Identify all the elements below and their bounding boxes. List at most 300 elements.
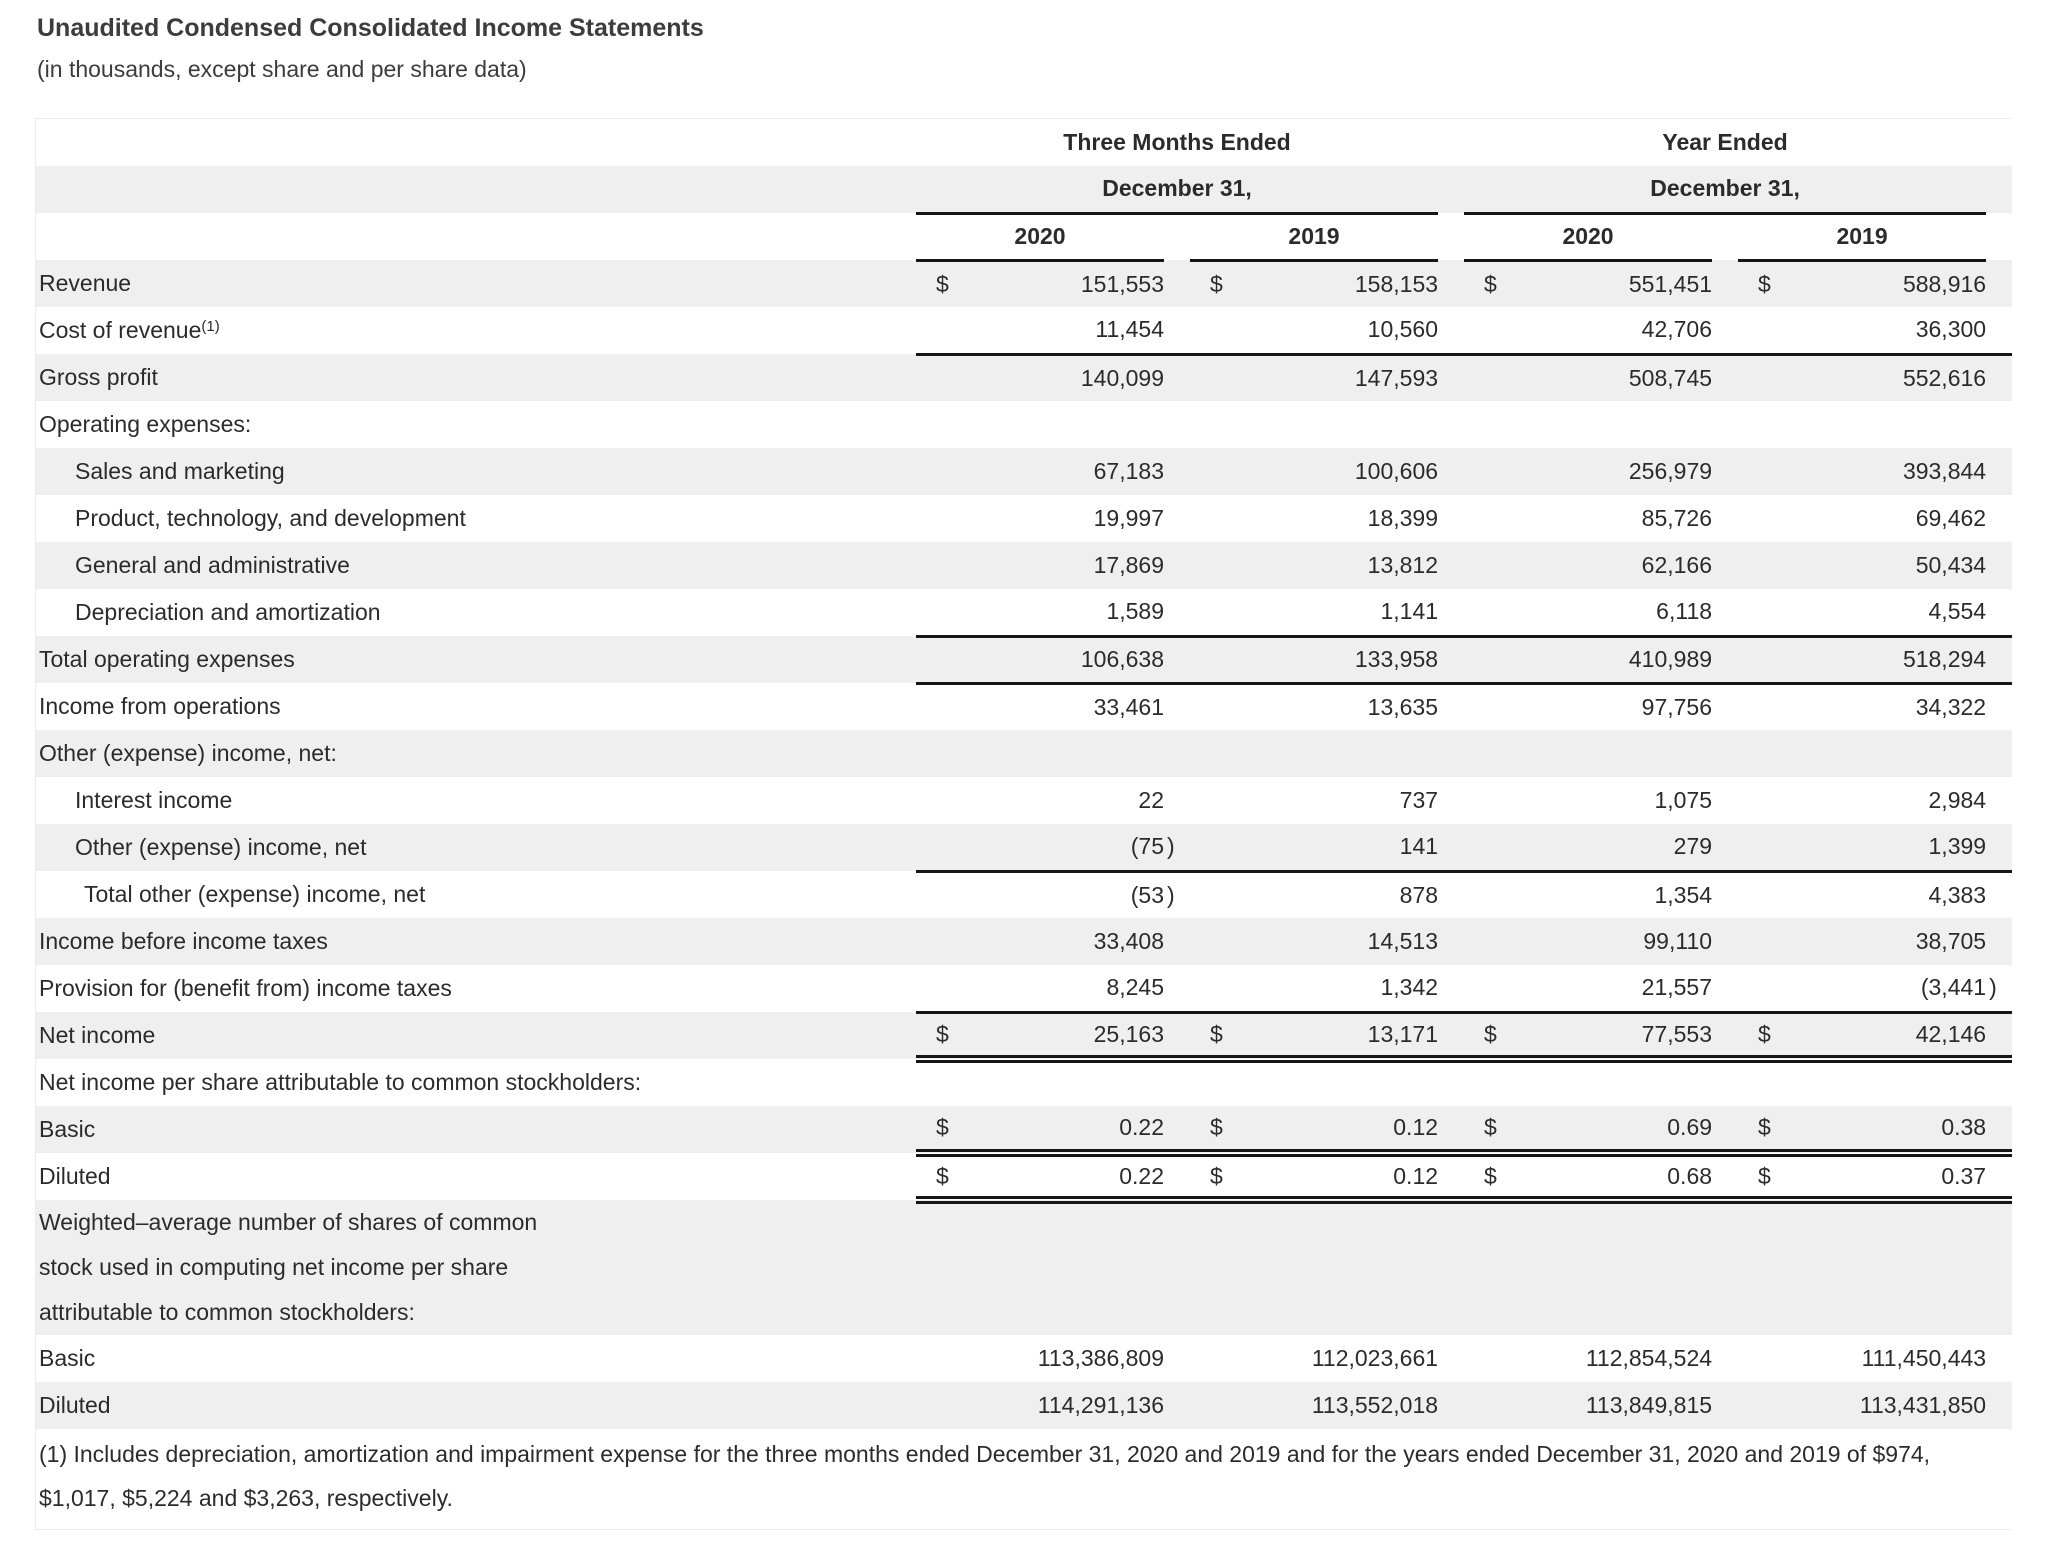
value-cell: 508,745 — [1628, 364, 1713, 391]
currency-cell — [1190, 307, 1242, 354]
income-statement-table — [35, 118, 2011, 1530]
value-cell: 1,075 — [1654, 787, 1713, 813]
value-cell: 279 — [1516, 824, 1712, 871]
empty-cells — [916, 1200, 2012, 1335]
value-cell: 0.69 — [1516, 1106, 1712, 1153]
paren-close-cell — [1164, 918, 1190, 965]
currency-cell — [1464, 354, 1516, 401]
currency-cell — [1464, 307, 1516, 354]
paren-close-cell — [1438, 1382, 1464, 1429]
paren-close-cell — [1712, 1335, 1738, 1382]
paren-close-cell: ) — [1164, 824, 1190, 871]
paren-close-cell — [1986, 1382, 2012, 1429]
table-row — [36, 1106, 2012, 1153]
paren-close-cell — [1986, 918, 2012, 965]
paren-close-cell — [1164, 589, 1190, 636]
currency-cell: $ — [1464, 1153, 1516, 1200]
paren-close-cell — [1986, 354, 2012, 401]
paren-close-cell — [1986, 589, 2012, 636]
value-cell: 6,118 — [1516, 589, 1712, 636]
paren-close-cell — [1164, 1335, 1190, 1382]
paren-close-cell — [1438, 1012, 1464, 1059]
currency-cell: $ — [1190, 1012, 1242, 1059]
value-cell: (53 — [1130, 881, 1164, 908]
date-header: December 31, — [916, 166, 1438, 213]
paren-close-cell — [1164, 260, 1190, 307]
currency-cell — [1464, 1382, 1516, 1429]
header-spacer — [36, 166, 916, 213]
row-label: Cost of revenue$^{(1)}$ — [39, 317, 220, 343]
paren-close-cell — [1986, 1012, 2012, 1059]
table-row — [36, 542, 2012, 589]
table-row — [36, 260, 2012, 307]
paren-close-cell — [1712, 307, 1738, 354]
value-cell: 36,300 — [1790, 307, 1986, 354]
table-row — [36, 1059, 2012, 1106]
paren-close-cell — [1438, 871, 1464, 918]
paren-close-cell: ) — [1986, 965, 2012, 1012]
paren-close-cell — [1712, 871, 1738, 918]
value-cell: 113,431,850 — [1859, 1392, 1987, 1418]
currency-cell — [1464, 683, 1516, 730]
currency-cell — [1738, 354, 1790, 401]
value-cell: 140,099 — [1080, 364, 1164, 391]
currency-cell: $ — [916, 1153, 968, 1200]
value-cell: 25,163 — [968, 1012, 1164, 1059]
value-cell: 77,553 — [1516, 1012, 1712, 1059]
currency-cell — [1190, 1382, 1242, 1429]
value-cell: 2,984 — [1928, 787, 1987, 813]
paren-close-cell — [1164, 777, 1190, 824]
table-row — [36, 683, 2012, 730]
value-cell: 0.68 — [1516, 1153, 1712, 1200]
header-spacer — [36, 213, 916, 260]
paren-close-cell — [1712, 1382, 1738, 1429]
currency-cell — [1464, 636, 1516, 683]
value-cell: 551,451 — [1628, 270, 1713, 297]
currency-cell — [1464, 965, 1516, 1012]
currency-cell: $ — [1210, 270, 1223, 297]
paren-close-cell — [1986, 1106, 2012, 1153]
row-label: Other (expense) income, net: — [39, 740, 337, 766]
row-label: Sales and marketing — [75, 458, 285, 484]
paren-close-cell — [1164, 683, 1190, 730]
value-cell: 113,552,018 — [1311, 1392, 1439, 1418]
value-cell: 99,110 — [1643, 928, 1713, 954]
paren-close-cell — [1438, 260, 1464, 307]
header-spacer — [1986, 213, 2012, 260]
year-header: 2019 — [1738, 213, 1986, 260]
currency-cell: $ — [936, 270, 949, 297]
value-cell: 1,399 — [1790, 824, 1986, 871]
table-row — [36, 918, 2012, 965]
currency-cell — [1738, 683, 1790, 730]
value-cell: 1,589 — [968, 589, 1164, 636]
footnote-row — [36, 1429, 2012, 1529]
paren-close-cell — [1712, 354, 1738, 401]
value-cell: 17,869 — [1093, 552, 1164, 578]
row-label: Net income — [39, 1022, 156, 1048]
paren-close-cell — [1986, 824, 2012, 871]
paren-close-cell — [1712, 636, 1738, 683]
value-cell: (3,441 — [1790, 965, 1986, 1012]
value-cell: 85,726 — [1641, 505, 1713, 531]
currency-cell — [1190, 824, 1242, 871]
period-header-row — [36, 119, 2012, 166]
currency-cell — [1190, 636, 1242, 683]
paren-close-cell — [1438, 1153, 1464, 1200]
paren-close-cell — [1438, 824, 1464, 871]
value-cell: 33,408 — [1093, 928, 1164, 954]
row-label: Basic — [39, 1116, 96, 1142]
value-cell: 0.22 — [968, 1106, 1164, 1153]
table-row — [36, 495, 2012, 542]
currency-cell — [1464, 777, 1516, 824]
value-cell: 158,153 — [1354, 270, 1439, 297]
table-row — [36, 1200, 2012, 1335]
value-cell: 42,146 — [1790, 1012, 1986, 1059]
currency-cell — [916, 636, 968, 683]
document-title: Unaudited Condensed Consolidated Income Statements — [37, 14, 704, 42]
currency-cell — [1190, 354, 1242, 401]
header-spacer — [1164, 213, 1190, 260]
paren-close-cell — [1712, 1106, 1738, 1153]
currency-cell — [1190, 683, 1242, 730]
currency-cell: $ — [1484, 270, 1497, 297]
currency-cell: $ — [916, 1012, 968, 1059]
period-header: Three Months Ended — [1063, 129, 1291, 155]
empty-cells — [916, 730, 2012, 777]
paren-close-cell — [1712, 1012, 1738, 1059]
paren-close-cell — [1438, 1335, 1464, 1382]
currency-cell — [1190, 777, 1242, 824]
row-label: Other (expense) income, net — [75, 834, 367, 860]
header-spacer — [1712, 213, 1738, 260]
paren-close-cell — [1164, 354, 1190, 401]
currency-cell — [1738, 448, 1790, 495]
value-cell: 1,342 — [1242, 965, 1438, 1012]
currency-cell — [1190, 589, 1242, 636]
currency-cell — [1464, 871, 1516, 918]
value-cell: 147,593 — [1354, 364, 1439, 391]
value-cell: 97,756 — [1641, 693, 1713, 720]
table-row — [36, 307, 2012, 354]
paren-close-cell — [1164, 1382, 1190, 1429]
value-cell: 552,616 — [1902, 364, 1987, 391]
currency-cell — [1190, 871, 1242, 918]
paren-close-cell — [1986, 1153, 2012, 1200]
value-cell: 0.38 — [1790, 1106, 1986, 1153]
paren-close-cell — [1164, 1153, 1190, 1200]
paren-close-cell — [1986, 1335, 2012, 1382]
paren-close-cell — [1712, 824, 1738, 871]
paren-close-cell — [1438, 542, 1464, 589]
value-cell: 112,023,661 — [1311, 1345, 1439, 1371]
value-cell: 33,461 — [1093, 693, 1164, 720]
value-cell: 112,854,524 — [1585, 1345, 1713, 1371]
currency-cell — [1190, 495, 1242, 542]
period-header: Year Ended — [1662, 129, 1788, 155]
header-spacer — [1438, 119, 1464, 166]
paren-close-cell — [1438, 965, 1464, 1012]
currency-cell — [916, 965, 968, 1012]
value-cell: 22 — [1138, 787, 1164, 813]
paren-close-cell — [1986, 495, 2012, 542]
footnote: (1) Includes depreciation, amortization and impairment expense for the three months ended December 31, 2020 and 2019 and for the years ended December 31, 2020 and 2019 of $974, $1,017, $5,224 and $3,263, respectively. — [39, 1441, 1931, 1511]
paren-close-cell — [1164, 307, 1190, 354]
table-row — [36, 730, 2012, 777]
value-cell: 111,450,443 — [1861, 1345, 1987, 1371]
paren-close-cell — [1164, 1012, 1190, 1059]
currency-cell: $ — [1738, 1153, 1790, 1200]
currency-cell — [1738, 965, 1790, 1012]
value-cell: 0.12 — [1242, 1153, 1438, 1200]
currency-cell — [1738, 636, 1790, 683]
paren-close-cell — [1986, 307, 2012, 354]
header-spacer — [1438, 213, 1464, 260]
value-cell: 13,812 — [1367, 552, 1439, 578]
currency-cell — [1190, 918, 1242, 965]
row-label: Total other (expense) income, net — [84, 881, 426, 907]
value-cell: 100,606 — [1354, 458, 1439, 484]
value-cell: 18,399 — [1367, 505, 1439, 531]
header-spacer — [1438, 166, 1464, 213]
year-header: 2020 — [1464, 213, 1712, 260]
currency-cell — [1464, 824, 1516, 871]
paren-close-cell — [1164, 495, 1190, 542]
currency-cell: $ — [1758, 270, 1771, 297]
value-cell: 8,245 — [968, 965, 1164, 1012]
currency-cell — [1464, 448, 1516, 495]
currency-cell — [1190, 448, 1242, 495]
currency-cell — [1464, 1335, 1516, 1382]
paren-close-cell — [1986, 636, 2012, 683]
table-row — [36, 401, 2012, 448]
value-cell: 151,553 — [1080, 270, 1164, 297]
currency-cell: $ — [1464, 1012, 1516, 1059]
currency-cell — [1190, 965, 1242, 1012]
value-cell: 10,560 — [1242, 307, 1438, 354]
table-row — [36, 1012, 2012, 1059]
value-cell: 410,989 — [1516, 636, 1712, 683]
currency-cell — [916, 1335, 968, 1382]
value-cell: 67,183 — [1093, 458, 1164, 484]
year-header: 2019 — [1190, 213, 1438, 260]
table-row — [36, 448, 2012, 495]
row-label: Diluted — [39, 1163, 111, 1189]
paren-close-cell — [1712, 260, 1738, 307]
paren-close-cell — [1438, 636, 1464, 683]
currency-cell — [916, 683, 968, 730]
currency-cell — [1190, 1335, 1242, 1382]
currency-cell — [916, 354, 968, 401]
currency-cell — [1738, 777, 1790, 824]
paren-close-cell: ) — [1167, 881, 1175, 908]
value-cell: 0.37 — [1790, 1153, 1986, 1200]
row-label: Revenue — [39, 270, 132, 296]
row-label: Income before income taxes — [39, 928, 328, 954]
header-spacer — [1986, 119, 2012, 166]
value-cell: 1,141 — [1242, 589, 1438, 636]
paren-close-cell — [1986, 683, 2012, 730]
currency-cell — [916, 448, 968, 495]
footnote-ref: (1) — [201, 318, 220, 335]
value-cell: 42,706 — [1516, 307, 1712, 354]
header-spacer — [1986, 166, 2012, 213]
paren-close-cell — [1712, 495, 1738, 542]
currency-cell — [1738, 1382, 1790, 1429]
currency-cell: $ — [916, 1106, 968, 1153]
row-label: Operating expenses: — [39, 411, 252, 437]
currency-cell — [1464, 495, 1516, 542]
row-label: Net income per share attributable to common stockholders: — [39, 1069, 642, 1095]
table-row — [36, 777, 2012, 824]
table-row — [36, 636, 2012, 683]
value-cell: 737 — [1399, 787, 1439, 813]
income-table — [36, 119, 2012, 1529]
paren-close-cell — [1712, 683, 1738, 730]
value-cell: 518,294 — [1790, 636, 1986, 683]
paren-close-cell — [1712, 965, 1738, 1012]
paren-close-cell — [1438, 683, 1464, 730]
row-label: Income from operations — [39, 693, 281, 719]
date-header-row — [36, 166, 2012, 213]
paren-close-cell — [1164, 1106, 1190, 1153]
empty-cells — [916, 1059, 2012, 1106]
year-header-row — [36, 213, 2012, 260]
row-label: Weighted–average number of shares of common stock used in computing net income per share attributable to common stockholders: — [39, 1209, 538, 1325]
currency-cell: $ — [1190, 1153, 1242, 1200]
table-row — [36, 1153, 2012, 1200]
paren-close-cell — [1164, 965, 1190, 1012]
currency-cell: $ — [1190, 1106, 1242, 1153]
row-label: Total operating expenses — [39, 646, 295, 672]
currency-cell — [916, 871, 968, 918]
paren-close-cell — [1712, 1153, 1738, 1200]
value-cell: 393,844 — [1902, 458, 1987, 484]
currency-cell — [916, 777, 968, 824]
page-header — [0, 0, 2046, 83]
value-cell: 4,383 — [1928, 881, 1987, 908]
row-label: Provision for (benefit from) income taxes — [39, 975, 452, 1001]
currency-cell — [1738, 589, 1790, 636]
value-cell: 14,513 — [1367, 928, 1439, 954]
currency-cell — [1738, 542, 1790, 589]
paren-close-cell — [1164, 542, 1190, 589]
table-row — [36, 354, 2012, 401]
currency-cell — [916, 307, 968, 354]
value-cell: 13,171 — [1242, 1012, 1438, 1059]
paren-close-cell — [1438, 1106, 1464, 1153]
paren-close-cell — [1986, 260, 2012, 307]
currency-cell — [1738, 918, 1790, 965]
row-label: Interest income — [75, 787, 233, 813]
value-cell: (75 — [968, 824, 1164, 871]
row-label: Diluted — [39, 1392, 111, 1418]
value-cell: 11,454 — [968, 307, 1164, 354]
value-cell: 141 — [1242, 824, 1438, 871]
currency-cell: $ — [1738, 1106, 1790, 1153]
paren-close-cell — [1438, 495, 1464, 542]
paren-close-cell — [1986, 777, 2012, 824]
value-cell: 13,635 — [1367, 693, 1439, 720]
paren-close-cell — [1986, 542, 2012, 589]
paren-close-cell — [1164, 448, 1190, 495]
value-cell: 106,638 — [968, 636, 1164, 683]
currency-cell: $ — [1738, 1012, 1790, 1059]
currency-cell — [1464, 918, 1516, 965]
value-cell: 34,322 — [1915, 693, 1987, 720]
currency-cell — [1738, 495, 1790, 542]
year-header: 2020 — [916, 213, 1164, 260]
paren-close-cell — [1438, 354, 1464, 401]
currency-cell — [1190, 542, 1242, 589]
value-cell: 114,291,136 — [1037, 1392, 1164, 1418]
currency-cell — [1738, 307, 1790, 354]
paren-close-cell — [1986, 448, 2012, 495]
value-cell: 133,958 — [1242, 636, 1438, 683]
header-spacer — [36, 119, 916, 166]
paren-close-cell — [1712, 589, 1738, 636]
paren-close-cell — [1164, 636, 1190, 683]
empty-cells — [916, 401, 2012, 448]
row-label: Gross profit — [39, 364, 158, 390]
row-label: General and administrative — [75, 552, 350, 578]
paren-close-cell — [1712, 542, 1738, 589]
paren-close-cell — [1986, 871, 2012, 918]
currency-cell — [916, 1382, 968, 1429]
value-cell: 1,354 — [1654, 881, 1713, 908]
value-cell: 4,554 — [1790, 589, 1986, 636]
date-header: December 31, — [1464, 166, 1986, 213]
table-row — [36, 871, 2012, 918]
paren-close-cell — [1712, 448, 1738, 495]
value-cell: 62,166 — [1641, 552, 1713, 578]
value-cell: 878 — [1399, 881, 1439, 908]
currency-cell — [1738, 1335, 1790, 1382]
paren-close-cell — [1438, 918, 1464, 965]
value-cell: 38,705 — [1915, 928, 1987, 954]
paren-close-cell — [1712, 777, 1738, 824]
value-cell: 256,979 — [1628, 458, 1713, 484]
table-row — [36, 1335, 2012, 1382]
table-row — [36, 965, 2012, 1012]
currency-cell — [1738, 824, 1790, 871]
row-label: Product, technology, and development — [75, 505, 466, 531]
paren-close-cell — [1438, 448, 1464, 495]
paren-close-cell — [1438, 777, 1464, 824]
currency-cell — [1738, 871, 1790, 918]
income-table-body — [36, 260, 2012, 1429]
value-cell: 21,557 — [1516, 965, 1712, 1012]
value-cell: 588,916 — [1902, 270, 1987, 297]
currency-cell — [916, 824, 968, 871]
value-cell: 0.22 — [968, 1153, 1164, 1200]
currency-cell — [916, 542, 968, 589]
paren-close-cell — [1712, 918, 1738, 965]
table-row — [36, 824, 2012, 871]
value-cell: 19,997 — [1093, 505, 1164, 531]
document-subtitle: (in thousands, except share and per share data) — [37, 56, 527, 82]
currency-cell: $ — [1464, 1106, 1516, 1153]
table-row — [36, 1382, 2012, 1429]
currency-cell — [1464, 542, 1516, 589]
paren-close-cell — [1438, 589, 1464, 636]
table-row — [36, 589, 2012, 636]
paren-close-cell — [1438, 307, 1464, 354]
row-label: Depreciation and amortization — [75, 599, 381, 625]
currency-cell — [916, 918, 968, 965]
